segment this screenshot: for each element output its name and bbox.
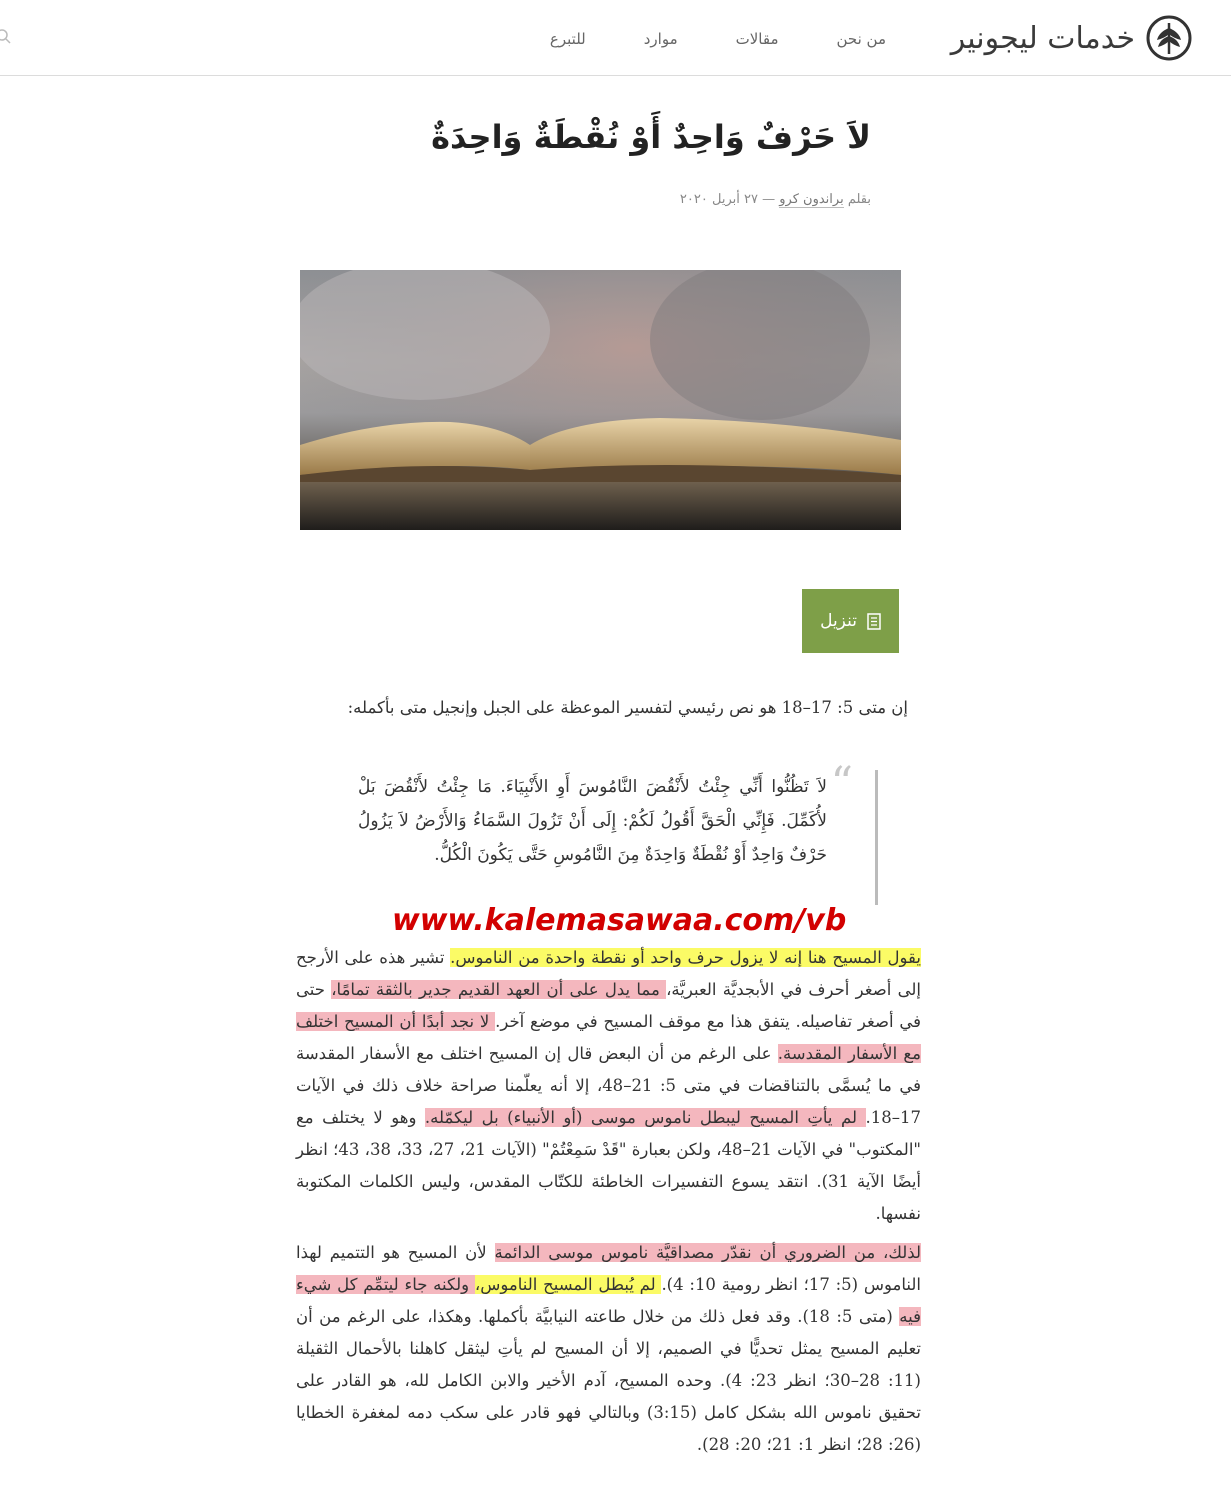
text-span: حتى في أصغر تفاصيله. يتفق هذا مع موقف المسيح في موضع آخر. (296, 980, 921, 1031)
article-hero-image (300, 270, 901, 530)
main-nav (492, 30, 886, 48)
highlight-yellow: يقول المسيح هنا إنه لا يزول حرف واحد أو نقطة واحدة من الناموس. (450, 948, 921, 967)
download-button[interactable] (802, 589, 899, 653)
article-byline (371, 192, 871, 207)
tree-logo-icon (1145, 14, 1193, 62)
text-span: (متى 5: 18). وقد فعل ذلك من خلال طاعته النيابيَّة بأكملها. وهكذا، على الرغم من أن تعليم المسيح يمثل تحديًّا في الصميم، إلا أن المسيح لم يأتِ ليثقل كاهلنا بالأحمال الثقيلة (11: 28–30؛ انظر 23: 4). وحده المسيح، آدم الأخير والابن الكامل لله، هو القادر على تحقيق ناموس الله بشكل كامل (3:15) وبالتالي فهو قادر على سكب دمه لمغفرة الخطايا (26: 28؛ انظر 1: 21؛ 20: 28). (296, 1307, 922, 1454)
nav-about[interactable]: من نحن (836, 30, 886, 48)
highlight-pink: مما يدل على أن العهد القديم جدير بالثقة تمامًا، (331, 980, 667, 999)
quote-mark-icon: “ (830, 758, 853, 809)
highlight-yellow: لم يُبطل المسيح الناموس، (474, 1275, 662, 1294)
search-icon[interactable] (0, 26, 20, 46)
body-paragraph-2 (296, 1237, 921, 1461)
author-link[interactable]: براندون كرو (779, 192, 844, 207)
body-paragraph-1 (296, 942, 921, 1230)
text-span: تشير هذه على الأرجح إلى أصغر أحرف في الأبجديَّة العبريَّة، (296, 948, 921, 999)
highlight-pink: لذلك، من الضروري أن نقدّر مصداقيَّة ناموس موسى الدائمة (494, 1243, 921, 1262)
document-icon (867, 613, 881, 630)
scripture-quote (358, 758, 878, 905)
text-span: على الرغم من أن البعض قال إن المسيح اختلف مع الأسفار المقدسة في ما يُسمَّى بالتناقضات في متى 5: 21–48، إلا أنه يعلّمنا صراحة خلاف ذلك في الآيات 17–18. (296, 1044, 921, 1127)
article-title: لاَ حَرْفٌ وَاحِدٌ أَوْ نُقْطَةٌ وَاحِدَةٌ (431, 118, 871, 156)
site-logo[interactable] (951, 14, 1193, 62)
quote-text: لاَ تَظُنُّوا أَنِّي جِئْتُ لأَنْقُضَ النَّامُوسَ أَوِ الأَنْبِيَاءَ. مَا جِئْتُ لأَنْقُضَ بَلْ لأُكَمِّلَ. فَإِنِّي الْحَقَّ أَقُولُ لَكُمْ: إِلَى أَنْ تَزُولَ السَّمَاءُ وَالأَرْضُ لاَ يَزُولُ حَرْفٌ وَاحِدٌ أَوْ نُقْطَةٌ وَاحِدَةٌ مِنَ النَّامُوسِ حَتَّى يَكُونَ الْكُلُّ. (358, 777, 827, 865)
open-book-image (300, 270, 901, 530)
text-span: لأن المسيح هو التتميم لهذا الناموس (5: 17؛ انظر رومية 10: 4). (296, 1243, 921, 1294)
text-span: وهو لا يختلف مع "المكتوب" في الآيات 21–48، ولكن بعبارة "قَدْ سَمِعْتُمْ" (الآيات 21، 27، 33، 38، 43؛ انظر أيضًا الآية 31). انتقد يسوع التفسيرات الخاطئة للكتّاب المقدس، وليس الكلمات المكتوبة نفسها. (296, 1108, 922, 1223)
highlight-pink: لم يأتِ المسيح ليبطل ناموس موسى (أو الأنبياء) بل ليكمّله. (424, 1108, 866, 1127)
highlight-pink: لا نجد أبدًا أن المسيح اختلف مع الأسفار المقدسة. (296, 1012, 921, 1063)
watermark-text: www.kalemasawaa.com/vb (392, 903, 847, 938)
download-label: تنزيل (820, 611, 857, 631)
intro-paragraph: إن متى 5: 17–18 هو نص رئيسي لتفسير الموعظة على الجبل وإنجيل متى بأكمله: (347, 698, 908, 717)
nav-articles[interactable]: مقالات (735, 30, 779, 48)
site-header (0, 0, 1231, 76)
byline-prefix: بقلم (847, 192, 871, 207)
article-date: — ٢٧ أبريل ٢٠٢٠ (679, 192, 776, 207)
site-name: خدمات ليجونير (950, 20, 1135, 56)
nav-donate[interactable]: للتبرع (549, 30, 586, 48)
nav-resources[interactable]: موارد (643, 30, 678, 48)
highlight-pink: ولكنه جاء ليتمِّم كل شيء فيه (296, 1275, 921, 1326)
